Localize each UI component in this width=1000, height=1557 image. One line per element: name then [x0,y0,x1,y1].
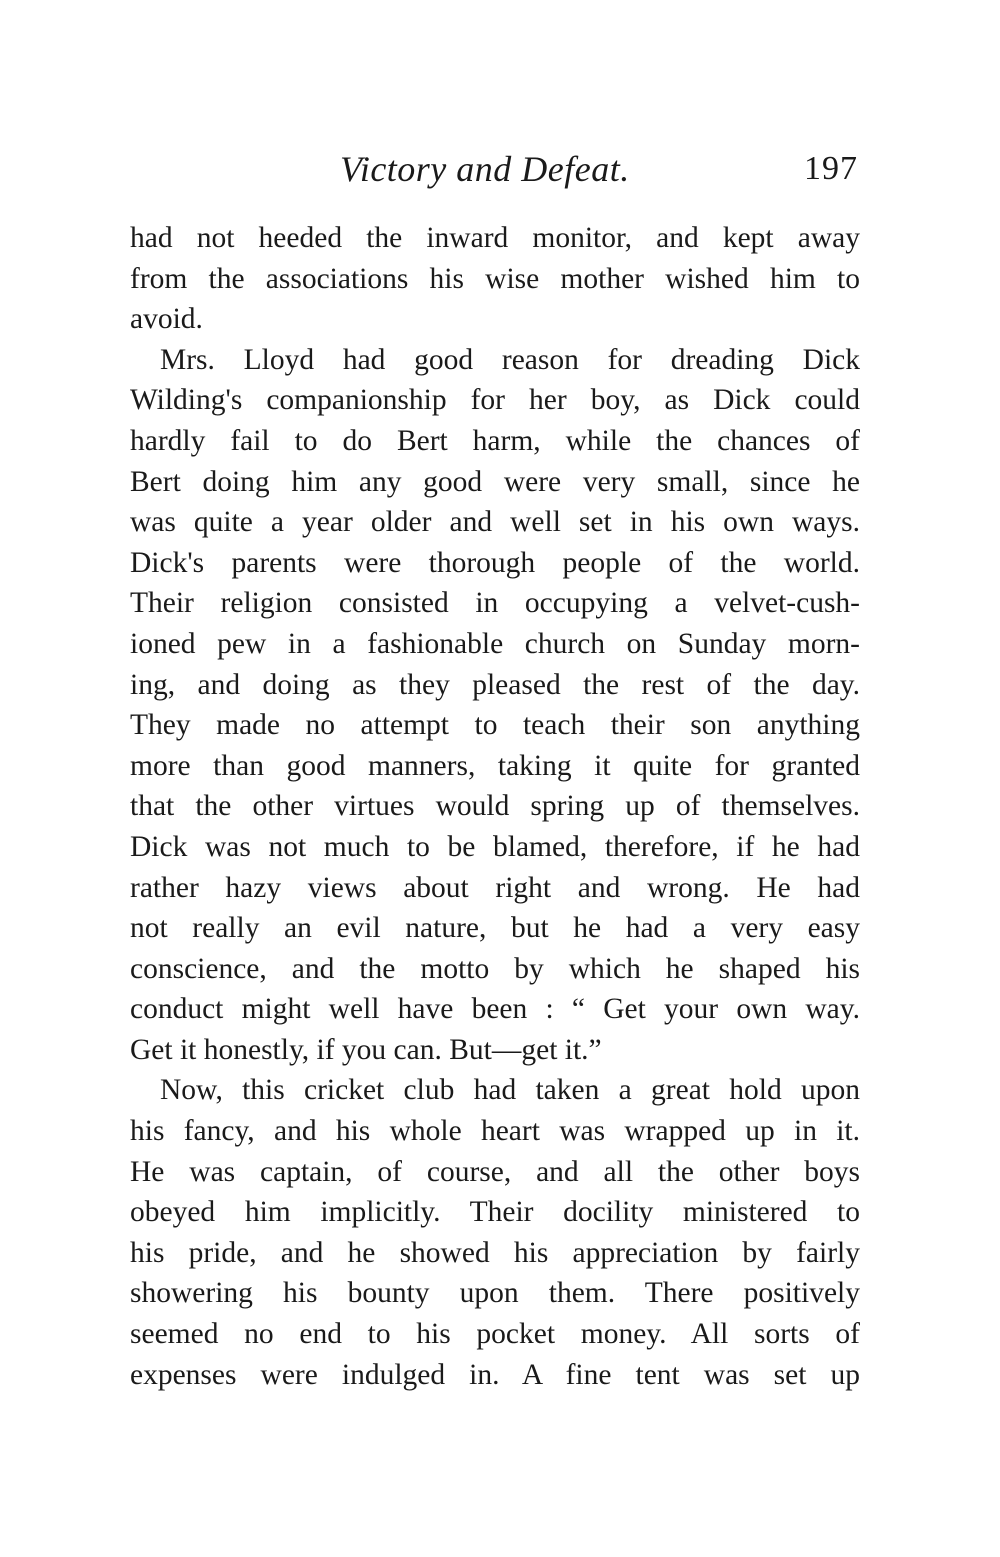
text-line: seemed no end to his pocket money. All sorts of [130,1318,860,1351]
text-line: his pride, and he showed his appreciation by fairly [130,1236,860,1269]
text-line: obeyed him implicitly. Their docility ministered to [130,1196,860,1229]
text-line: Their religion consisted in occupying a velvet-cush- [130,587,860,620]
text-line: Dick's parents were thorough people of the world. [130,546,860,579]
text-line: conduct might well have been : “ Get your own way. [130,993,860,1026]
page-number: 197 [804,150,858,187]
text-line: avoid. [130,303,203,336]
running-title: Victory and Defeat. [340,149,630,189]
text-line: They made no attempt to teach their son anything [130,709,860,742]
text-line: Wilding's companionship for her boy, as Dick could [130,384,860,417]
text-line: ioned pew in a fashionable church on Sunday morn- [130,627,860,660]
text-line: showering his bounty upon them. There positively [130,1277,860,1310]
text-line: Now, this cricket club had taken a great hold upon [160,1074,860,1107]
text-line: Get it honestly, if you can. But—get it.” [130,1033,602,1066]
body-text [130,218,860,1395]
text-line: conscience, and the motto by which he shaped his [130,952,860,985]
text-line: that the other virtues would spring up of themselves. [130,790,860,823]
text-line: had not heeded the inward monitor, and kept away [130,222,860,254]
text-line: from the associations his wise mother wished him to [130,262,860,295]
text-line: was quite a year older and well set in his own ways. [130,506,860,539]
text-line: rather hazy views about right and wrong. He had [130,871,860,904]
text-line: expenses were indulged in. A fine tent was set up [130,1358,860,1391]
text-line: his fancy, and his whole heart was wrapped up in it. [130,1115,860,1148]
text-line: Mrs. Lloyd had good reason for dreading Dick [160,343,860,376]
running-head [130,148,860,198]
text-line: more than good manners, taking it quite for granted [130,749,860,782]
text-line: not really an evil nature, but he had a very easy [130,912,860,945]
text-line: He was captain, of course, and all the other boys [130,1155,860,1188]
text-line: Bert doing him any good were very small, since he [130,465,860,498]
text-line: hardly fail to do Bert harm, while the chances of [130,424,860,457]
text-line: Dick was not much to be blamed, therefore, if he had [130,830,860,863]
text-line: ing, and doing as they pleased the rest of the day. [130,668,860,701]
